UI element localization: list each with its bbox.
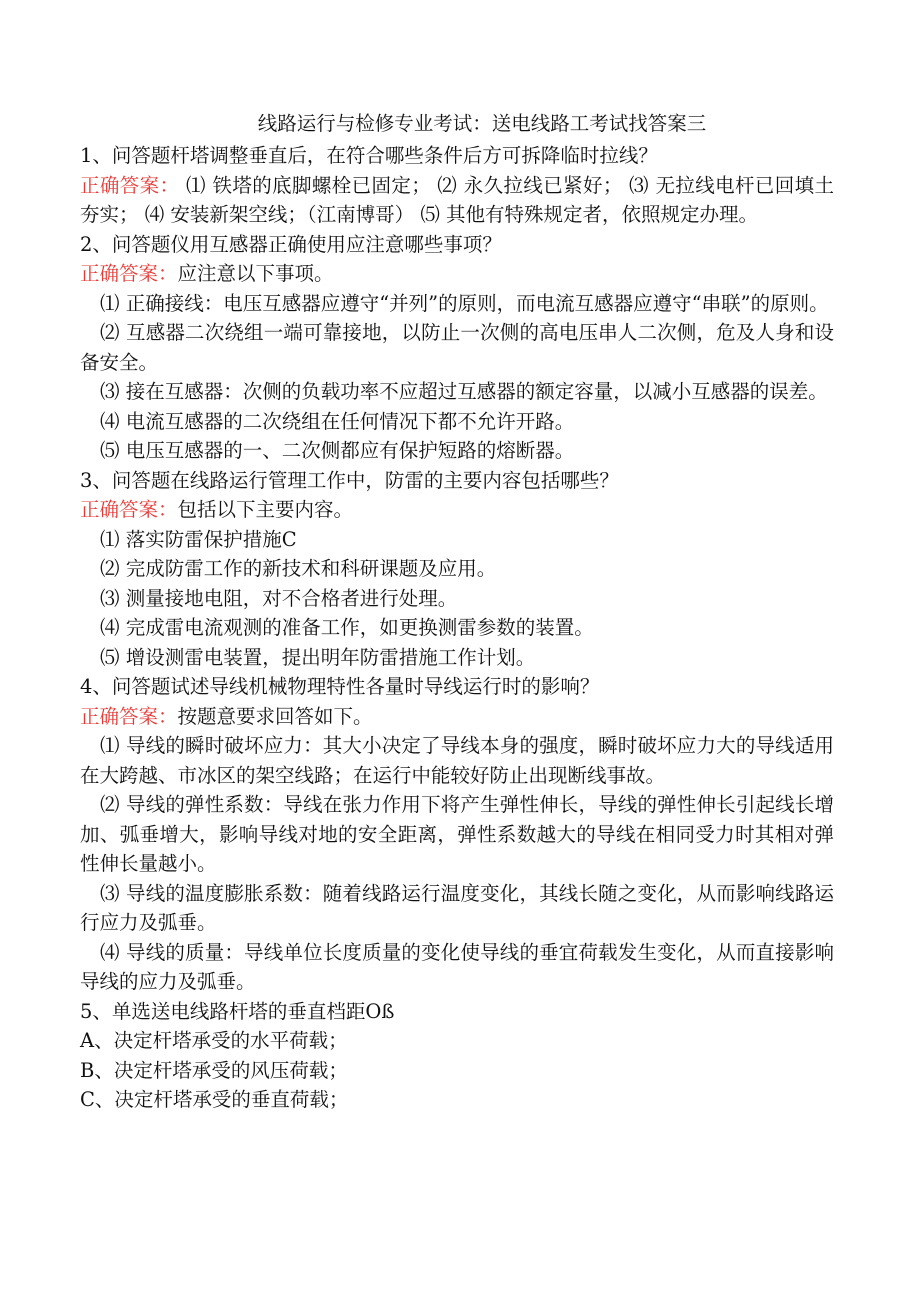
answer-3-item-4: ⑷ 完成雷电流观测的准备工作，如更换测雷参数的装置。 xyxy=(100,616,594,639)
answer-1-text: ⑴ 铁塔的底脚螺栓已固定； ⑵ 永久拉线已紧好； ⑶ 无拉线电杆已回填土夯实； ⑷ 安装新架空线；（江南博哥） ⑸ 其他有特殊规定者，依照规定办理。 xyxy=(80,173,834,226)
answer-1 xyxy=(80,171,834,230)
answer-3 xyxy=(80,495,834,525)
answer-2-item-5: ⑸ 电压互感器的一、二次侧都应有保护短路的熔断器。 xyxy=(100,439,575,462)
question-4: 4、问答题试述导线机械物理特性各量时导线运行时的影响？ xyxy=(80,675,600,698)
question-3: 3、问答题在线路运行管理工作中，防雷的主要内容包括哪些？ xyxy=(80,468,619,492)
answer-4-item-4: ⑷ 导线的质量：导线单位长度质量的变化使导线的垂宜荷载发生变化，从而直接影响导线的应力及弧垂。 xyxy=(80,940,834,993)
question-1: 1、问答题杆塔调整垂直后，在符合哪些条件后方可拆降临时拉线？ xyxy=(80,144,658,167)
question-5: 5、单选送电线路杆塔的垂直档距Oß xyxy=(80,999,395,1023)
answer-2 xyxy=(80,259,834,289)
answer-label: 正确答案： xyxy=(80,498,178,521)
answer-3-item-3: ⑶ 测量接地电阻，对不合格者进行处理。 xyxy=(100,586,458,610)
answer-2-item-3: ⑶ 接在互感器：次侧的负载功率不应超过互感器的额定容量，以减小互感器的误差。 xyxy=(100,380,828,403)
question-2: 2、问答题仪用互感器正确使用应注意哪些事项？ xyxy=(80,232,502,256)
answer-2-item-4: ⑷ 电流互感器的二次绕组在任何情况下都不允许开路。 xyxy=(100,409,575,433)
option-a: A、决定杆塔承受的水平荷载； xyxy=(80,1029,348,1052)
document-title: 线路运行与检修专业考试：送电线路工考试找答案三 xyxy=(257,112,707,135)
answer-4-item-2: ⑵ 导线的弹性系数：导线在张力作用下将产生弹性伸长，导线的弹性伸长引起线长增加、弧垂增大，影响导线对地的安全距离，弹性系数越大的导线在相同受力时其相对弹性伸长量越小。 xyxy=(80,793,834,875)
answer-3-item-2: ⑵ 完成防雷工作的新技术和科研课题及应用。 xyxy=(100,557,497,580)
answer-2-item-2: ⑵ 互感器二次绕组一端可靠接地，以防止一次侧的高电压串人二次侧，危及人身和设备安全。 xyxy=(80,321,834,374)
answer-4 xyxy=(80,702,834,732)
answer-label: 正确答案： xyxy=(80,704,178,728)
option-b: B、决定杆塔承受的风压荷载； xyxy=(80,1058,348,1082)
answer-4-item-1: ⑴ 导线的瞬时破坏应力：其大小决定了导线本身的强度，瞬时破坏应力大的导线适用在大跨越、市冰区的架空线路；在运行中能较好防止出现断线事故。 xyxy=(80,734,834,787)
answer-2-text: 应注意以下事项。 xyxy=(177,262,334,285)
answer-label: 正确答案： xyxy=(80,173,180,197)
answer-3-text: 包括以下主要内容。 xyxy=(177,498,354,521)
answer-2-item-1: ⑴ 正确接线：电压互感器应遵守“并列”的原则，而电流互感器应遵守“串联”的原则。 xyxy=(100,291,829,315)
answer-3-item-5: ⑸ 增设测雷电装置，提出明年防雷措施工作计划。 xyxy=(100,645,536,669)
answer-4-item-3: ⑶ 导线的温度膨胀系数：随着线路运行温度变化，其线长随之变化，从而影响线路运行应力及弧垂。 xyxy=(80,881,834,934)
option-c: C、决定杆塔承受的垂直荷载； xyxy=(80,1088,349,1111)
answer-label: 正确答案： xyxy=(80,262,178,285)
answer-4-text: 按题意要求回答如下。 xyxy=(177,704,373,728)
answer-3-item-1: ⑴ 落实防雷保护措施C xyxy=(100,527,297,551)
